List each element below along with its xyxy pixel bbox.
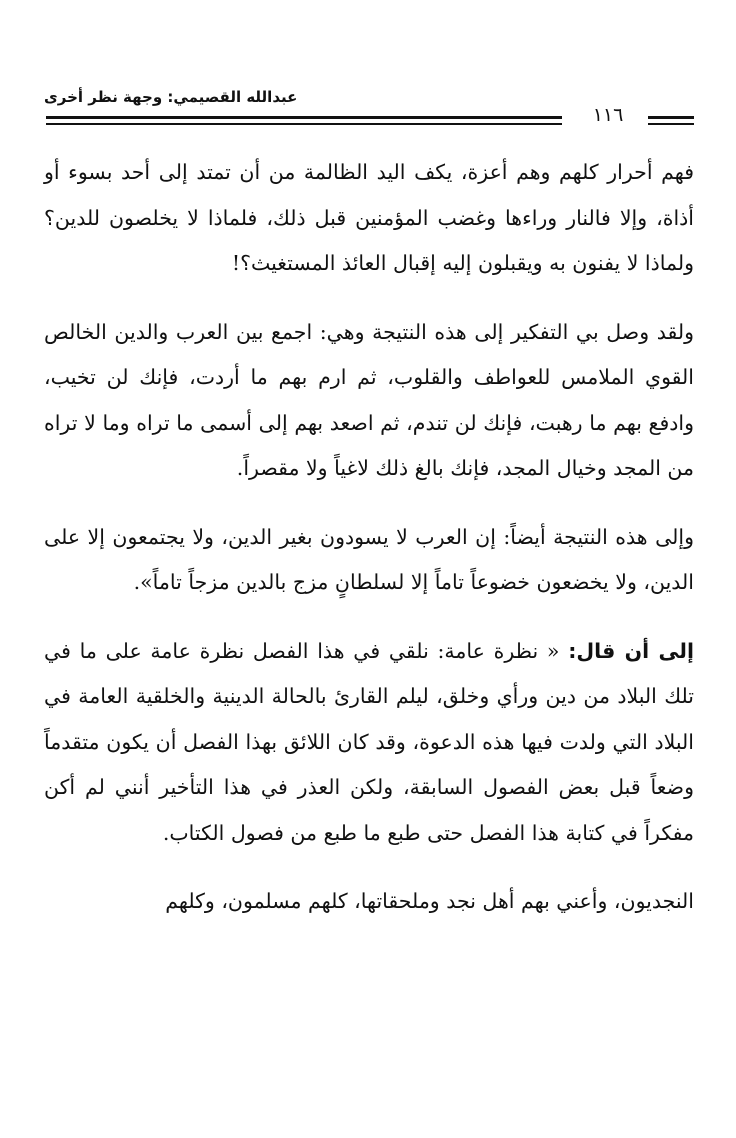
running-title: عبدالله القصيمي: وجهة نظر أخرى bbox=[44, 88, 298, 106]
paragraph-text: وإلى هذه النتيجة أيضاً: إن العرب لا يسودون بغير الدين، ولا يجتمعون إلا على الدين، ولا يخضعون خضوعاً تاماً إلا لسلطانٍ مزج بالدين مزجاً تاماً». bbox=[44, 524, 694, 594]
paragraph-5 bbox=[44, 879, 694, 925]
page-number: ١١٦ bbox=[592, 104, 624, 126]
page-header bbox=[40, 84, 696, 134]
paragraph-text: فهم أحرار كلهم وهم أعزة، يكف اليد الظالمة من أن تمتد إلى أحد بسوء أو أذاة، وإلا فالنار وراءها وغضب المؤمنين قبل ذلك، فلماذا لا يخلصون للدين؟ ولماذا لا يفنون به ويقبلون إليه إقبال العائذ المستغيث؟! bbox=[44, 160, 694, 275]
paragraph-text: ولقد وصل بي التفكير إلى هذه النتيجة وهي: اجمع بين العرب والدين الخالص القوي الملامس للعواطف والقلوب، ثم ارم بهم ما أردت، فإنك لن تخيب، وادفع بهم ما رهبت، فإنك لن تندم، ثم اصعد بهم إلى أسمى ما تراه وما لا تراه من المجد وخيال المجد، فإنك بالغ ذلك لاغياً ولا مقصراً. bbox=[44, 319, 694, 480]
paragraph-text: النجديون، وأعني بهم أهل نجد وملحقاتها، كلهم مسلمون، وكلهم bbox=[165, 889, 694, 913]
paragraph-1 bbox=[44, 150, 694, 287]
body-text bbox=[44, 150, 694, 948]
header-rule-thin bbox=[46, 123, 562, 125]
paragraph-text: « نظرة عامة: نلقي في هذا الفصل نظرة عامة على ما في تلك البلاد من دين ورأي وخلق، ليلم القارئ بالحالة الدينية والخلقية العامة في البلاد التي ولدت فيها هذه الدعوة، وقد كان اللائق بهذا الفصل أن يكون متقدماً وضعاً قبل بعض الفصول السابقة، ولكن العذر في هذا التأخير أنني لم أكن مفكراً في كتابة هذا الفصل حتى طبع ما طبع من فصول الكتاب. bbox=[44, 638, 694, 845]
header-rule-thick bbox=[46, 116, 562, 119]
paragraph-3 bbox=[44, 515, 694, 606]
paragraph-4 bbox=[44, 629, 694, 857]
page-number-rule-thin bbox=[648, 123, 694, 125]
page-number-rule-thick bbox=[648, 116, 694, 119]
quote-lead-in: إلى أن قال: bbox=[568, 638, 694, 663]
paragraph-2 bbox=[44, 310, 694, 492]
